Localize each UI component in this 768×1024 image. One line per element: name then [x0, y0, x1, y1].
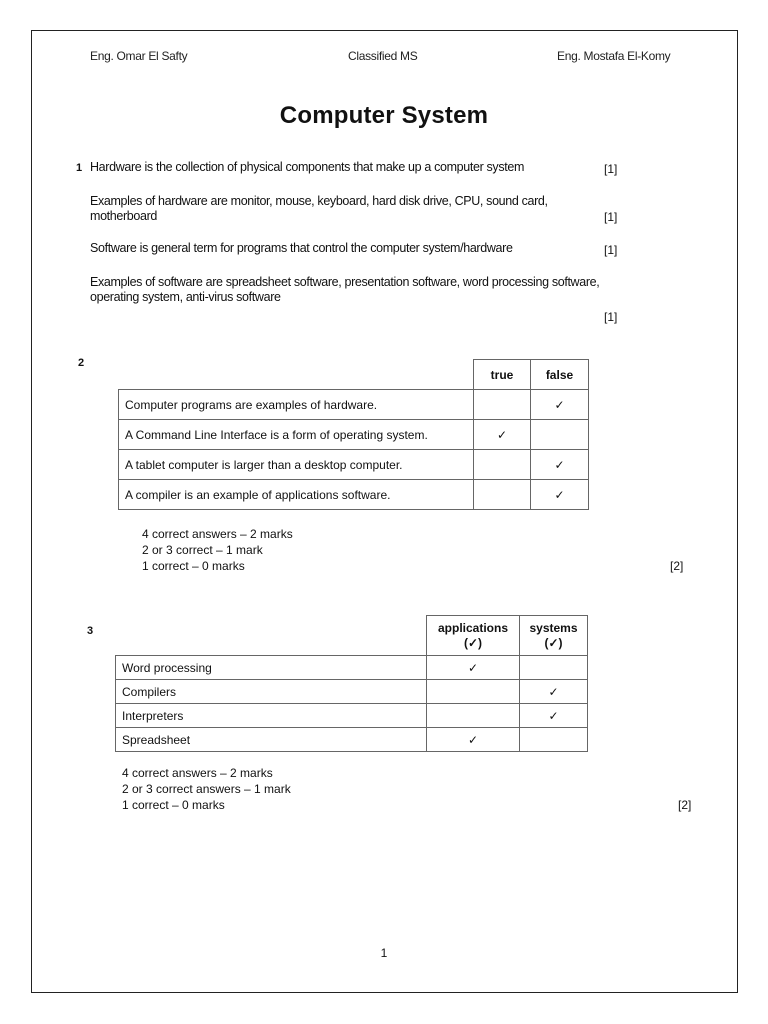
q3-label: Spreadsheet: [116, 728, 427, 752]
q1-answer-4-line2: operating system, anti-virus software: [90, 290, 281, 304]
q2-header-false: false: [531, 360, 589, 390]
q3-note: 1 correct – 0 marks: [122, 798, 225, 812]
q3-systems-cell: ✓: [520, 680, 588, 704]
table-row: [119, 480, 589, 510]
q3-label: Compilers: [116, 680, 427, 704]
q1-answer-1-mark: [1]: [604, 162, 618, 176]
q3-applications-cell: ✓: [427, 656, 520, 680]
q2-true-cell: [474, 480, 531, 510]
q3-header-blank: [116, 616, 427, 656]
q1-answer-2-line2: motherboard: [90, 209, 158, 223]
q1-answer-3: Software is general term for programs that control the computer system/hardware: [90, 241, 513, 255]
q2-statement: A Command Line Interface is a form of operating system.: [119, 420, 474, 450]
q2-header-blank: [119, 360, 474, 390]
table-row: [119, 450, 589, 480]
header-left: Eng. Omar El Safty: [90, 49, 188, 63]
q3-mark: [2]: [678, 798, 692, 812]
q2-true-cell: [474, 390, 531, 420]
question-1-number: 1: [76, 162, 83, 174]
q3-label: Word processing: [116, 656, 427, 680]
q3-label: Interpreters: [116, 704, 427, 728]
table-row: [116, 656, 588, 680]
q2-false-cell: ✓: [531, 450, 589, 480]
q3-systems-cell: [520, 728, 588, 752]
q2-false-cell: ✓: [531, 480, 589, 510]
table-row: [119, 420, 589, 450]
question-3-number: 3: [87, 625, 94, 637]
q1-answer-2-line1: Examples of hardware are monitor, mouse, keyboard, hard disk drive, CPU, sound card,: [90, 194, 548, 208]
header-right: Eng. Mostafa El-Komy: [557, 49, 671, 63]
q3-header-systems-sub: (✓): [544, 635, 563, 650]
q3-applications-cell: [427, 704, 520, 728]
q3-header-applications: [427, 616, 520, 656]
question-2-number: 2: [78, 357, 85, 369]
q2-statement: A tablet computer is larger than a desktop computer.: [119, 450, 474, 480]
q2-statement: Computer programs are examples of hardware.: [119, 390, 474, 420]
q2-marking-notes: [142, 526, 293, 574]
q3-systems-cell: [520, 656, 588, 680]
q2-false-cell: [531, 420, 589, 450]
q3-header-applications-sub: (✓): [463, 635, 483, 650]
q2-false-cell: ✓: [531, 390, 589, 420]
q1-answer-1: Hardware is the collection of physical components that make up a computer system: [90, 160, 525, 174]
q3-header-systems: [520, 616, 588, 656]
q3-header-systems-label: systems: [529, 620, 578, 635]
q1-answer-4-line1: Examples of software are spreadsheet software, presentation software, word processing software,: [90, 275, 600, 289]
q3-applications-cell: ✓: [427, 728, 520, 752]
table-row: [119, 390, 589, 420]
q2-statement: A compiler is an example of applications software.: [119, 480, 474, 510]
q3-header-applications-label: applications: [437, 620, 508, 635]
q3-marking-notes: [122, 765, 291, 813]
q3-applications-cell: [427, 680, 520, 704]
q3-systems-cell: ✓: [520, 704, 588, 728]
q2-true-cell: [474, 450, 531, 480]
q1-answer-2-mark: [1]: [604, 210, 618, 224]
q2-note: 2 or 3 correct – 1 mark: [142, 543, 263, 557]
q1-answer-4-mark: [1]: [604, 310, 618, 324]
page-title: Computer System: [279, 102, 489, 129]
table-row: [116, 680, 588, 704]
q3-classification-table: [115, 615, 588, 752]
q1-answer-3-mark: [1]: [604, 243, 618, 257]
q2-note: 4 correct answers – 2 marks: [142, 527, 293, 541]
q3-note: 4 correct answers – 2 marks: [122, 766, 273, 780]
q2-true-false-table: [118, 359, 589, 510]
q2-note: 1 correct – 0 marks: [142, 559, 245, 573]
q2-true-cell: ✓: [474, 420, 531, 450]
page-number: 1: [380, 946, 388, 960]
q2-mark: [2]: [670, 559, 684, 573]
table-row: [116, 728, 588, 752]
q3-note: 2 or 3 correct answers – 1 mark: [122, 782, 291, 796]
table-row: [116, 704, 588, 728]
header-center: Classified MS: [348, 49, 418, 63]
q2-header-true: true: [474, 360, 531, 390]
